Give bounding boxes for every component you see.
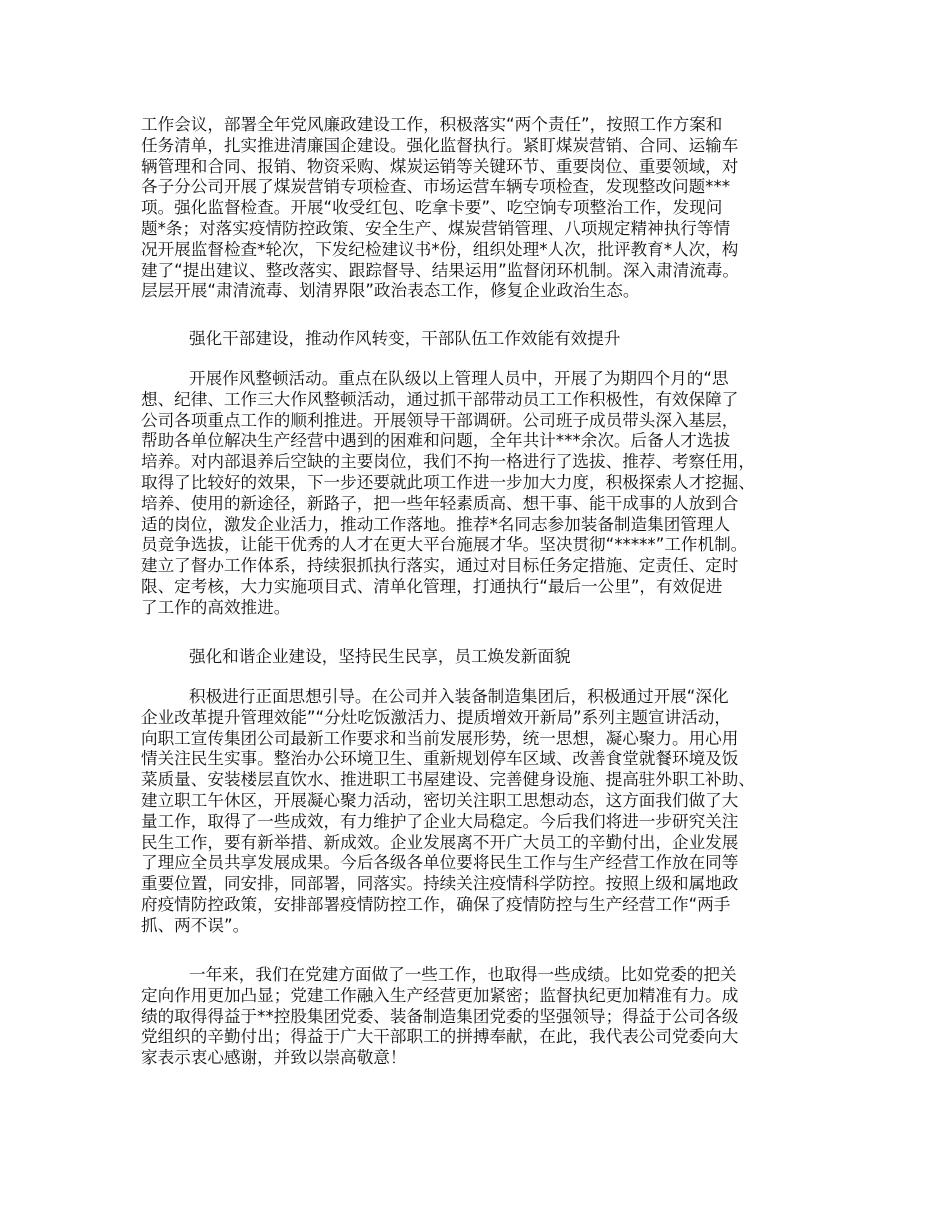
text-line: 府疫情防控政策，安排部署疫情防控工作，确保了疫情防控与生产经营工作“两手: [141, 894, 731, 914]
text-line: 一年来，我们在党建方面做了一些工作，也取得一些成绩。比如党委的把关: [189, 965, 737, 984]
text-line: 况开展监督检查*轮次，下发纪检建议书*份，组织处理*人次，批评教育*人次，构: [141, 239, 739, 259]
text-line: 培养。对内部退养后空缺的主要岗位，我们不拘一格进行了选拔、推荐、考察任用，: [141, 452, 755, 472]
text-line: 党组织的辛勤付出；得益于广大干部职工的拼搏奉献，在此，我代表公司党委向大: [141, 1027, 739, 1047]
text-line: 开展作风整顿活动。重点在队级以上管理人员中，开展了为期四个月的“思: [189, 369, 729, 388]
paragraph-ideological-guidance: [141, 687, 831, 937]
paragraph-work-style-rectification: [141, 369, 831, 619]
paragraph-discipline-supervision: [141, 115, 831, 302]
text-line: 建立职工午休区，开展凝心聚力活动，密切关注职工思想动态，这方面我们做了大: [141, 790, 739, 810]
text-line: 企业改革提升管理效能”“分灶吃饭激活力、提质增效开新局”系列主题宣讲活动，: [141, 707, 731, 727]
text-line: 绩的取得得益于**控股集团党委、装备制造集团党委的坚强领导；得益于公司各级: [141, 1006, 739, 1026]
text-line: 培养、使用的新途径，新路子，把一些年轻素质高、想干事、能干成事的人放到合: [141, 493, 739, 513]
text-line: 建了“提出建议、整改落实、跟踪督导、结果运用”监督闭环机制。深入肃清流毒。: [141, 260, 739, 280]
section-heading-harmonious-enterprise: [141, 647, 831, 668]
text-line: 层层开展“肃清流毒、划清界限”政治表态工作，修复企业政治生态。: [141, 281, 640, 301]
text-line: 情关注民生实事。整治办公环境卫生、重新规划停车区域、改善食堂就餐环境及饭: [141, 749, 739, 769]
text-line: 工作会议，部署全年党风廉政建设工作，积极落实“两个责任”，按照工作方案和: [141, 115, 723, 134]
text-line: 抓、两不误”。: [141, 915, 250, 935]
text-line: 适的岗位，激发企业活力，推动工作落地。推荐*名同志参加装备制造集团管理人: [141, 514, 731, 534]
text-line: 量工作，取得了一些成效，有力维护了企业大局稳定。今后我们将进一步研究关注: [141, 811, 739, 831]
text-line: 项。强化监督检查。开展“收受红包、吃拿卡要”、吃空饷专项整治工作，发现问: [141, 198, 723, 218]
text-line: 了工作的高效推进。: [141, 597, 291, 617]
text-line: 取得了比较好的效果，下一步还要就此项工作进一步加大力度，积极探索人才挖掘、: [141, 472, 755, 492]
text-line: 积极进行正面思想引导。在公司并入装备制造集团后，积极通过开展“深化: [189, 687, 729, 706]
text-line: 向职工宣传集团公司最新工作要求和当前发展形势，统一思想，凝心聚力。用心用: [141, 728, 739, 748]
text-line: 想、纪律、工作三大作风整顿活动，通过抓干部带动员工工作积极性，有效保障了: [141, 389, 739, 409]
text-line: 各子分公司开展了煤炭营销专项检查、市场运营车辆专项检查，发现整改问题***: [141, 177, 731, 197]
text-line: 建立了督办工作体系，持续狠抓执行落实，通过对目标任务定措施、定责任、定时: [141, 556, 739, 576]
section-heading-cadre-building: [141, 329, 831, 350]
paragraph-annual-summary: [141, 965, 831, 1069]
heading-line: 强化干部建设，推动作风转变，干部队伍工作效能有效提升: [189, 329, 621, 348]
text-line: 定向作用更加凸显；党建工作融入生产经营更加紧密；监督执纪更加精准有力。成: [141, 985, 739, 1005]
text-line: 题*条；对落实疫情防控政策、安全生产、煤炭营销管理、八项规定精神执行等情: [141, 218, 731, 238]
text-line: 菜质量、安装楼层直饮水、推进职工书屋建设、完善健身设施、提高驻外职工补助、: [141, 770, 755, 790]
text-line: 限、定考核，大力实施项目式、清单化管理，打通执行“最后一公里”，有效促进: [141, 576, 723, 596]
text-line: 公司各项重点工作的顺利推进。开展领导干部调研。公司班子成员带头深入基层，: [141, 410, 739, 430]
text-line: 重要位置，同安排，同部署，同落实。持续关注疫情科学防控。按照上级和属地政: [141, 874, 739, 894]
text-line: 员竞争选拔，让能干优秀的人才在更大平台施展才华。坚决贯彻“*****”工作机制。: [141, 535, 748, 555]
text-line: 任务清单，扎实推进清廉国企建设。强化监督执行。紧盯煤炭营销、合同、运输车: [141, 135, 739, 155]
text-line: 了理应全员共享发展成果。今后各级各单位要将民生工作与生产经营工作放在同等: [141, 853, 739, 873]
text-line: 家表示衷心感谢，并致以崇高敬意！: [141, 1048, 407, 1068]
text-line: 帮助各单位解决生产经营中遇到的困难和问题，全年共计***余次。后备人才选拔: [141, 431, 731, 451]
text-line: 辆管理和合同、报销、物资采购、煤炭运销等关键环节、重要岗位、重要领域，对: [141, 156, 739, 176]
text-line: 民生工作，要有新举措、新成效。企业发展离不开广大员工的辛勤付出，企业发展: [141, 832, 739, 852]
heading-line: 强化和谐企业建设，坚持民生民享，员工焕发新面貌: [189, 647, 571, 666]
